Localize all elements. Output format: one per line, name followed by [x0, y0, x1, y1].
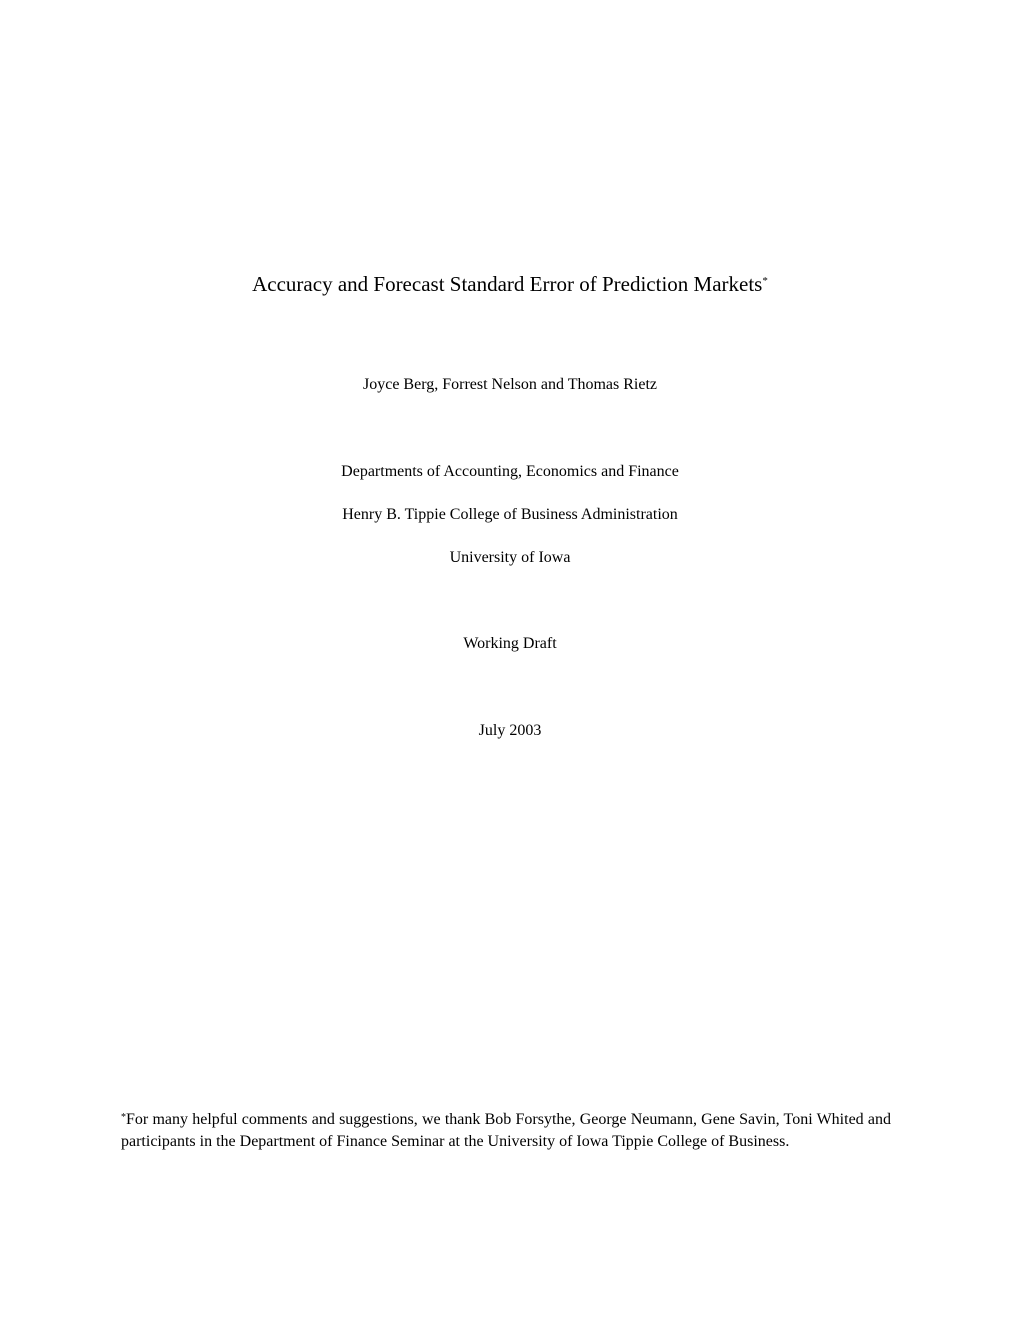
publication-date: July 2003 — [478, 722, 542, 739]
acknowledgement-footnote — [121, 1109, 891, 1153]
paper-title — [0, 268, 1020, 300]
affiliation-college: Henry B. Tippie College of Business Administration — [342, 506, 678, 523]
author-list: Joyce Berg, Forrest Nelson and Thomas Rietz — [362, 376, 658, 393]
footnote-text: For many helpful comments and suggestions, we thank Bob Forsythe, George Neumann, Gene Savin, Toni Whited and participants in the Department of Finance Seminar at the University of Iowa Tippie College of Business. — [121, 1111, 891, 1150]
footnote-marker: * — [121, 1112, 126, 1123]
affiliation-departments: Departments of Accounting, Economics and Finance — [341, 463, 679, 480]
affiliation-university: University of Iowa — [449, 549, 571, 566]
title-footnote-marker: * — [762, 275, 768, 287]
paper-title-text: Accuracy and Forecast Standard Error of Prediction Markets — [252, 272, 763, 296]
draft-status: Working Draft — [463, 635, 557, 652]
